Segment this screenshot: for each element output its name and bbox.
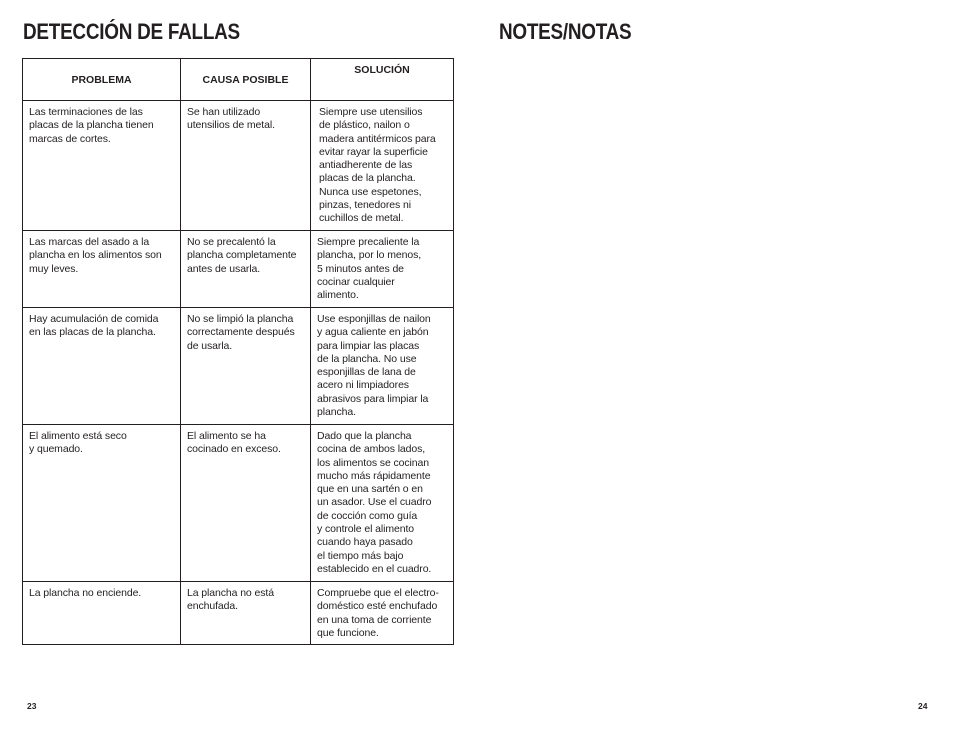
solution-cell: Dado que la plancha cocina de ambos lados, los alimentos se cocinan mucho más rápidamente que en una sartén o en un asador. Use el cuadro de cocción como guía y controle el alimento cuando haya pasado el tiempo más bajo establecido en el cuadro. bbox=[311, 425, 454, 582]
cause-cell: El alimento se ha cocinado en exceso. bbox=[181, 425, 311, 582]
solution-cell: Compruebe que el electro- doméstico esté enchufado en una toma de corriente que funcione. bbox=[311, 582, 454, 645]
solution-cell: Use esponjillas de nailon y agua caliente en jabón para limpiar las placas de la plancha. No use esponjillas de lana de acero ni limpiadores abrasivos para limpiar la plancha. bbox=[311, 308, 454, 425]
problem-cell: Hay acumulación de comida en las placas de la plancha. bbox=[23, 308, 181, 425]
table-row bbox=[23, 308, 454, 425]
page-title-notes: NOTES/NOTAS bbox=[499, 19, 632, 44]
table-row bbox=[23, 425, 454, 582]
table-header-row bbox=[23, 59, 454, 101]
solution-cell: Siempre use utensilios de plástico, nailon o madera antitérmicos para evitar rayar la superficie antiadherente de las placas de la plancha. Nunca use espetones, pinzas, tenedores ni cuchillos de metal. bbox=[311, 101, 454, 231]
table-row bbox=[23, 101, 454, 231]
table-row bbox=[23, 231, 454, 308]
column-header-solution: SOLUCIÓN bbox=[311, 59, 454, 101]
column-header-problem: PROBLEMA bbox=[23, 59, 181, 101]
problem-cell: Las terminaciones de las placas de la plancha tienen marcas de cortes. bbox=[23, 101, 181, 231]
cause-cell: La plancha no está enchufada. bbox=[181, 582, 311, 645]
cause-cell: No se precalentó la plancha completamente antes de usarla. bbox=[181, 231, 311, 308]
problem-cell: La plancha no enciende. bbox=[23, 582, 181, 645]
problem-cell: Las marcas del asado a la plancha en los alimentos son muy leves. bbox=[23, 231, 181, 308]
column-header-cause: CAUSA POSIBLE bbox=[181, 59, 311, 101]
table-row bbox=[23, 582, 454, 645]
cause-cell: No se limpió la plancha correctamente después de usarla. bbox=[181, 308, 311, 425]
solution-cell: Siempre precaliente la plancha, por lo menos, 5 minutos antes de cocinar cualquier alimento. bbox=[311, 231, 454, 308]
problem-cell: El alimento está seco y quemado. bbox=[23, 425, 181, 582]
troubleshooting-table bbox=[22, 58, 454, 645]
page-title-troubleshooting: DETECCIÓN DE FALLAS bbox=[23, 19, 240, 44]
cause-cell: Se han utilizado utensilios de metal. bbox=[181, 101, 311, 231]
page-number-right: 24 bbox=[918, 701, 928, 711]
page-number-left: 23 bbox=[27, 701, 37, 711]
